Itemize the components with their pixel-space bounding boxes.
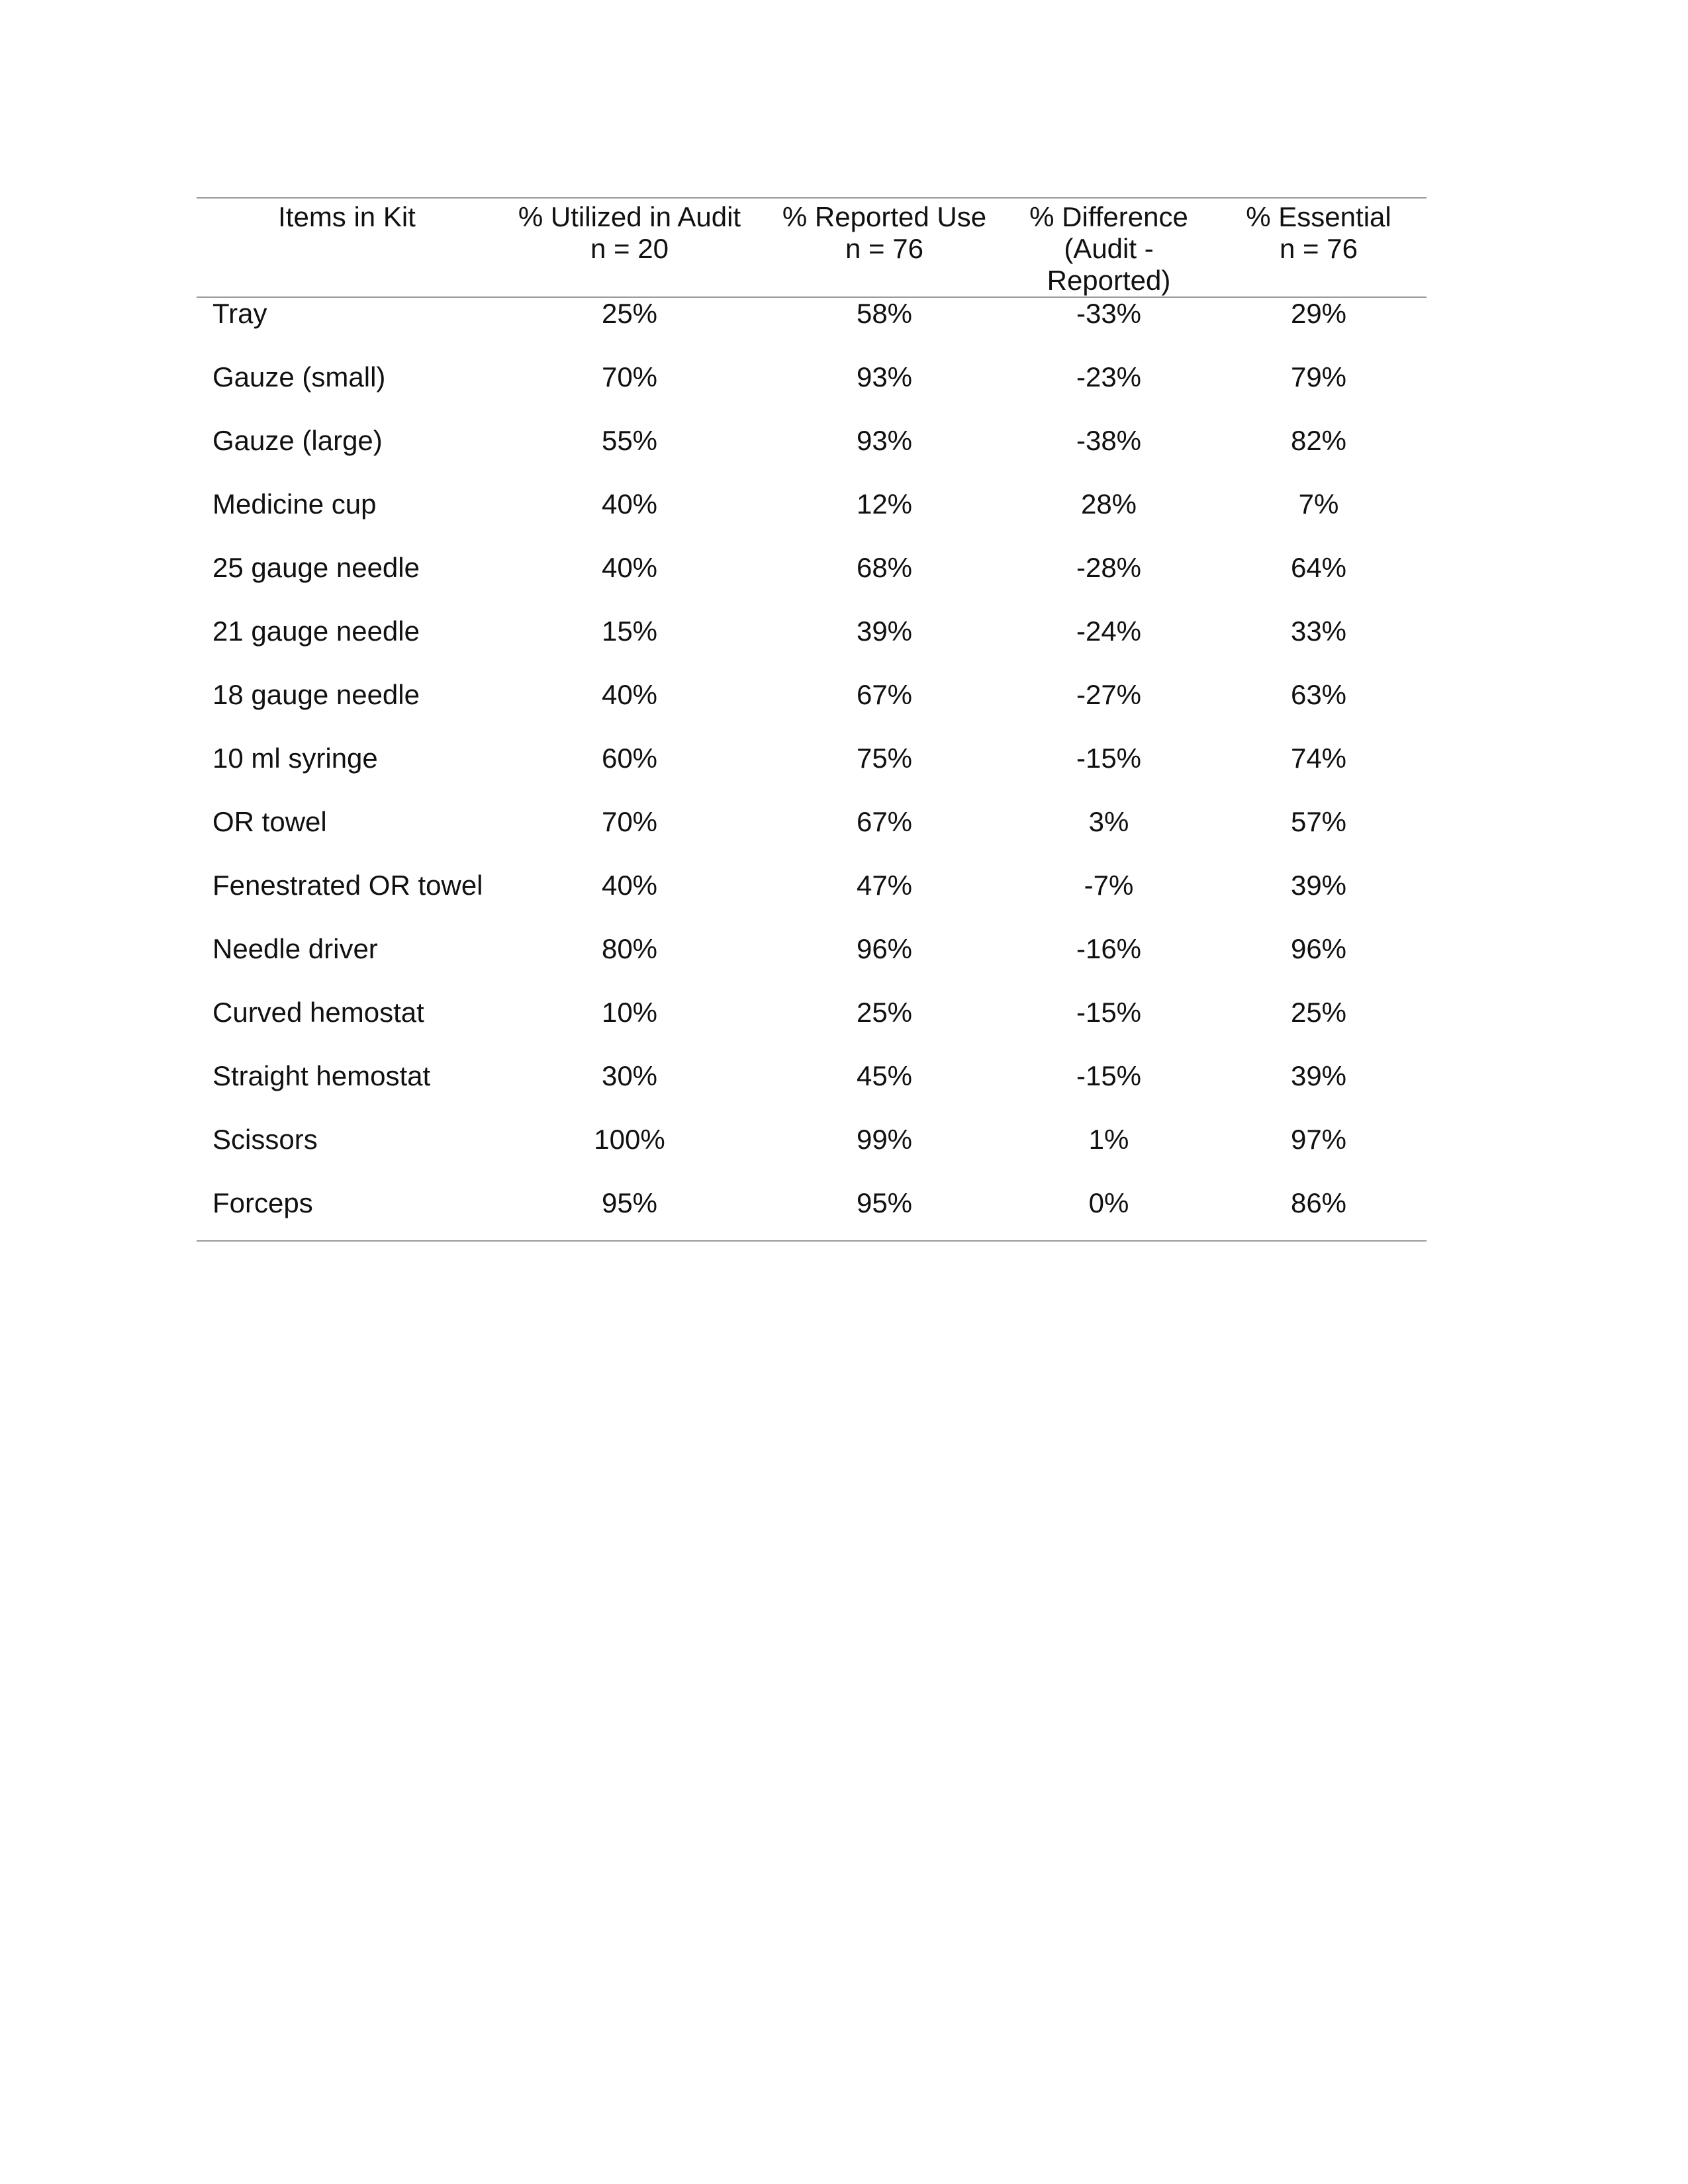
reported-use-cell: 47%	[856, 870, 913, 901]
reported-use-cell: 95%	[856, 1187, 913, 1218]
reported-use-cell: 96%	[856, 933, 913, 964]
header-line: % Utilized in Audit	[518, 201, 741, 232]
essential-cell: 57%	[1290, 806, 1347, 837]
utilized-in-audit-cell: 60%	[601, 743, 658, 774]
utilized-in-audit-cell: 40%	[601, 679, 658, 710]
essential-cell: 29%	[1290, 298, 1347, 329]
table-row	[197, 1187, 1427, 1241]
header-line: % Difference	[1029, 201, 1188, 232]
essential-cell: 74%	[1290, 743, 1347, 774]
reported-use-cell: 58%	[856, 298, 913, 329]
utilized-in-audit-cell: 15%	[601, 615, 658, 647]
reported-use-cell: 68%	[856, 552, 913, 583]
header-line: (Audit -	[1064, 233, 1154, 264]
utilized-in-audit-cell: 70%	[601, 361, 658, 392]
header-line: % Reported Use	[782, 201, 987, 232]
item-name-cell: Needle driver	[212, 933, 378, 964]
header-row	[197, 198, 1427, 297]
table-row	[197, 870, 1427, 933]
reported-use-cell: 67%	[856, 679, 913, 710]
essential-cell: 86%	[1290, 1187, 1347, 1218]
difference-cell: 28%	[1080, 488, 1137, 520]
utilized-in-audit-cell: 40%	[601, 552, 658, 583]
header-line: n = 20	[590, 233, 669, 264]
difference-cell: -7%	[1084, 870, 1134, 901]
item-name-cell: 10 ml syringe	[212, 743, 378, 774]
utilized-in-audit-cell: 40%	[601, 870, 658, 901]
difference-cell: 1%	[1088, 1124, 1129, 1155]
reported-use-cell: 45%	[856, 1060, 913, 1091]
difference-cell: -27%	[1076, 679, 1142, 710]
table-body	[197, 297, 1427, 1241]
reported-use-cell: 67%	[856, 806, 913, 837]
header-line: % Essential	[1246, 201, 1391, 232]
essential-cell: 7%	[1298, 488, 1339, 520]
utilized-in-audit-cell: 70%	[601, 806, 658, 837]
table-row	[197, 933, 1427, 997]
essential-cell: 33%	[1290, 615, 1347, 647]
table-row	[197, 297, 1427, 361]
difference-cell: -28%	[1076, 552, 1142, 583]
table-row	[197, 1060, 1427, 1124]
table-row	[197, 488, 1427, 552]
difference-cell: -15%	[1076, 997, 1142, 1028]
header-reported-use	[762, 198, 1007, 297]
table-row	[197, 425, 1427, 488]
essential-cell: 39%	[1290, 870, 1347, 901]
table-row	[197, 1124, 1427, 1187]
item-name-cell: 21 gauge needle	[212, 615, 420, 647]
difference-cell: -23%	[1076, 361, 1142, 392]
table-row	[197, 997, 1427, 1060]
item-name-cell: 25 gauge needle	[212, 552, 420, 583]
reported-use-cell: 99%	[856, 1124, 913, 1155]
utilized-in-audit-cell: 55%	[601, 425, 658, 456]
difference-cell: -16%	[1076, 933, 1142, 964]
table-header	[197, 198, 1427, 297]
difference-cell: -38%	[1076, 425, 1142, 456]
reported-use-cell: 75%	[856, 743, 913, 774]
difference-cell: 3%	[1088, 806, 1129, 837]
item-name-cell: Curved hemostat	[212, 997, 424, 1028]
table-row	[197, 552, 1427, 615]
reported-use-cell: 12%	[856, 488, 913, 520]
item-name-cell: Medicine cup	[212, 488, 377, 520]
item-name-cell: 18 gauge needle	[212, 679, 420, 710]
essential-cell: 39%	[1290, 1060, 1347, 1091]
header-difference	[1007, 198, 1211, 297]
difference-cell: -24%	[1076, 615, 1142, 647]
difference-cell: -33%	[1076, 298, 1142, 329]
table-row	[197, 806, 1427, 870]
essential-cell: 79%	[1290, 361, 1347, 392]
difference-cell: -15%	[1076, 1060, 1142, 1091]
essential-cell: 64%	[1290, 552, 1347, 583]
essential-cell: 97%	[1290, 1124, 1347, 1155]
header-line: Items in Kit	[278, 201, 416, 232]
item-name-cell: Gauze (large)	[212, 425, 383, 456]
table-row	[197, 743, 1427, 806]
item-name-cell: Scissors	[212, 1124, 318, 1155]
reported-use-cell: 39%	[856, 615, 913, 647]
reported-use-cell: 25%	[856, 997, 913, 1028]
header-line: Reported)	[1047, 265, 1171, 296]
utilized-in-audit-cell: 25%	[601, 298, 658, 329]
header-utilized-in-audit	[497, 198, 762, 297]
essential-cell: 25%	[1290, 997, 1347, 1028]
table-row	[197, 679, 1427, 743]
utilized-in-audit-cell: 95%	[601, 1187, 658, 1218]
utilized-in-audit-cell: 40%	[601, 488, 658, 520]
item-name-cell: Fenestrated OR towel	[212, 870, 483, 901]
header-line: n = 76	[845, 233, 923, 264]
table-row	[197, 615, 1427, 679]
item-name-cell: Gauze (small)	[212, 361, 386, 392]
essential-cell: 82%	[1290, 425, 1347, 456]
item-name-cell: Straight hemostat	[212, 1060, 431, 1091]
item-name-cell: Tray	[212, 298, 267, 329]
header-line: n = 76	[1280, 233, 1358, 264]
item-name-cell: Forceps	[212, 1187, 313, 1218]
header-essential	[1211, 198, 1427, 297]
utilized-in-audit-cell: 10%	[601, 997, 658, 1028]
essential-cell: 63%	[1290, 679, 1347, 710]
utilized-in-audit-cell: 80%	[601, 933, 658, 964]
table-row	[197, 361, 1427, 425]
essential-cell: 96%	[1290, 933, 1347, 964]
item-name-cell: OR towel	[212, 806, 327, 837]
header-items-in-kit	[197, 198, 497, 297]
reported-use-cell: 93%	[856, 361, 913, 392]
utilized-in-audit-cell: 30%	[601, 1060, 658, 1091]
reported-use-cell: 93%	[856, 425, 913, 456]
utilized-in-audit-cell: 100%	[594, 1124, 665, 1155]
difference-cell: 0%	[1088, 1187, 1129, 1218]
kit-items-table	[197, 197, 1427, 1242]
difference-cell: -15%	[1076, 743, 1142, 774]
